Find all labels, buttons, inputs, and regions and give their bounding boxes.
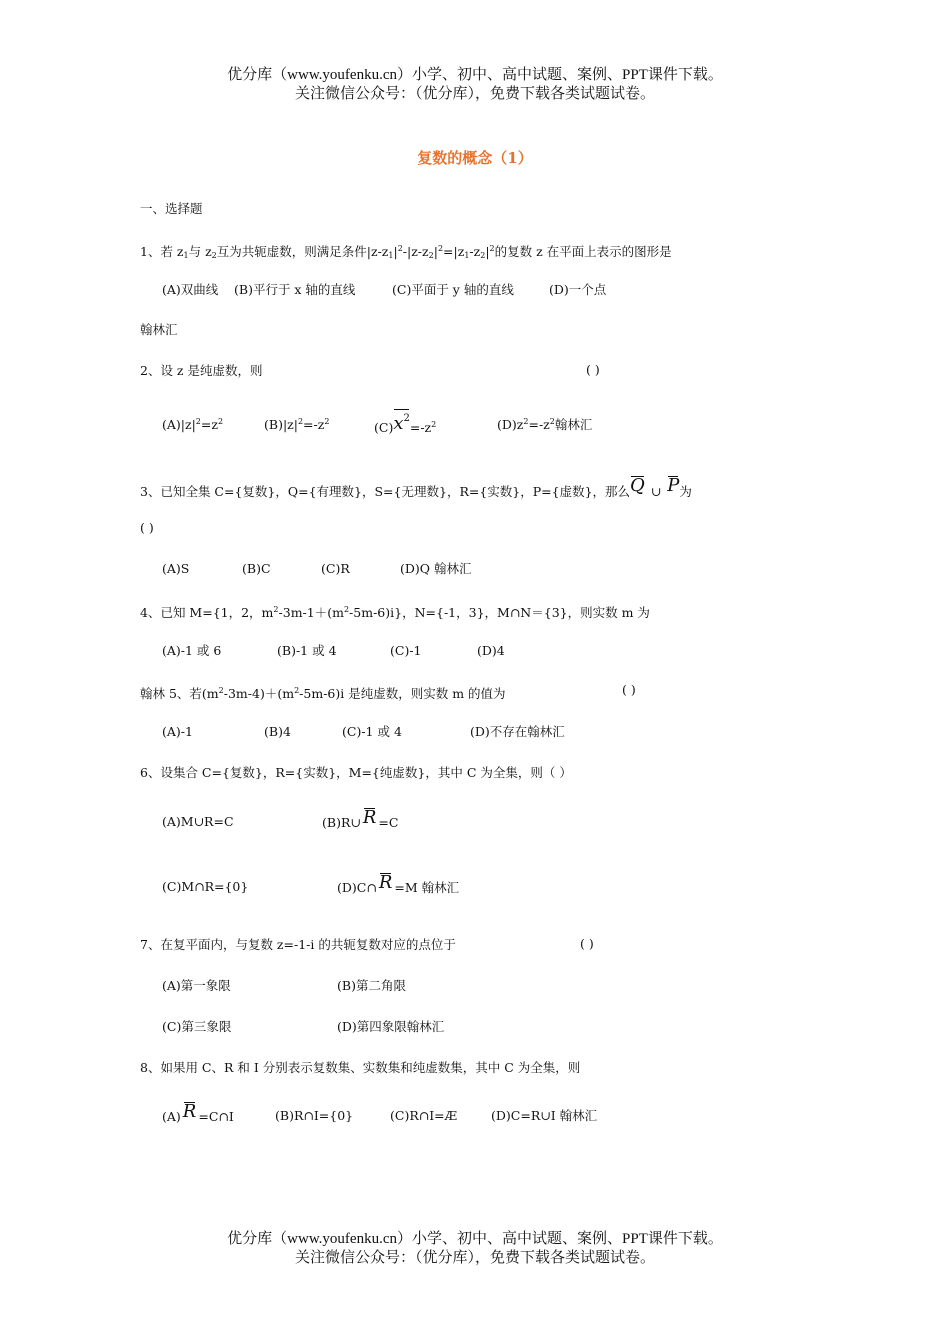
question-7: 7、在复平面内，与复数 z=-1-i 的共轭复数对应的点位于 <box>140 937 456 952</box>
page-title: 复数的概念（1） <box>417 149 533 167</box>
q3-answer-paren: ( ) <box>140 520 154 535</box>
q4-option-d: (D)4 <box>477 643 505 658</box>
q2-option-c: $(C)x^2=-z^2$ <box>374 413 436 437</box>
q8-option-d: (D)C=R∪I 翰林汇 <box>491 1108 598 1123</box>
q1-option-b: (B)平行于 x 轴的直线 <box>234 282 356 297</box>
q2-option-a: $(A)|z|^2=z^2$ <box>162 417 224 432</box>
q5-option-d: (D)不存在翰林汇 <box>470 724 565 739</box>
q5-option-a: (A)-1 <box>162 724 193 739</box>
question-4: 4、已知 M={1，2，$m^2-3m-1+(m^2-5m-6)i$}，N={-1，3}，M∩N＝{3}，则实数 m 为 <box>140 605 650 620</box>
q7-option-b: (B)第二角限 <box>337 978 406 993</box>
question-8: 8、如果用 C、R 和 I 分别表示复数集、实数集和纯虚数集，其中 C 为全集，则 <box>140 1060 581 1075</box>
q8-option-a: (A) R =C∩I <box>162 1101 234 1124</box>
r-complement: R <box>362 807 377 828</box>
q-complement: Q <box>630 475 645 496</box>
q3-option-c: (C)R <box>321 561 350 576</box>
q8-option-c: (C)R∩I=Æ <box>390 1108 458 1123</box>
q7-option-a: (A)第一象限 <box>162 978 231 993</box>
q1-option-d: (D)一个点 <box>549 282 607 297</box>
footer-banner <box>0 1230 950 1268</box>
r-complement: R <box>182 1101 197 1122</box>
question-6: 6、设集合 C={复数}，R={实数}，M={纯虚数}，其中 C 为全集，则（ ） <box>140 765 572 780</box>
question-3: 3、已知全集 C={复数}，Q={有理数}，S={无理数}，R={实数}，P={虚数}，那么Q ∪ P为 <box>140 475 692 499</box>
q8-option-b: (B)R∩I={0} <box>275 1108 354 1123</box>
q4-option-a: (A)-1 或 6 <box>162 643 222 658</box>
header-banner <box>0 66 950 104</box>
question-2: 2、设 z 是纯虚数，则 <box>140 363 263 378</box>
q5-option-b: (B)4 <box>264 724 291 739</box>
footer-line-1: 优分库（www.youfenku.cn）小学、初中、高中试题、案例、PPT课件下载。 <box>227 1231 723 1247</box>
question-1: 1、若 $z_1$与 $z_2$互为共轭虚数，则满足条件$|z-z_1|^2-|z-z_2|^2=|z_1-z_2|^2$的复数 z 在平面上表示的图形是 <box>140 244 672 260</box>
filler-text: 翰林汇 <box>140 322 178 337</box>
q2-answer-paren: ( ) <box>586 362 600 377</box>
q1-option-a: (A)双曲线 <box>162 282 219 297</box>
q5-option-c: (C)-1 或 4 <box>342 724 402 739</box>
q7-option-c: (C)第三象限 <box>162 1019 232 1034</box>
q6-option-b: (B)R∪ R =C <box>322 807 399 830</box>
header-line-2: 关注微信公众号：（优分库），免费下载各类试题试卷。 <box>294 86 655 102</box>
r-complement: R <box>378 872 393 893</box>
question-5: 翰林 5、若$(m^2-3m-4)+(m^2-5m-6)i$ 是纯虚数，则实数 m 的值为 <box>140 686 506 701</box>
section-heading: 一、选择题 <box>140 201 203 216</box>
q5-answer-paren: ( ) <box>622 682 636 697</box>
q6-option-c: (C)M∩R={0} <box>162 879 249 894</box>
q3-option-a: (A)S <box>162 561 190 576</box>
q4-option-c: (C)-1 <box>390 643 422 658</box>
footer-line-2: 关注微信公众号：（优分库），免费下载各类试题试卷。 <box>294 1250 655 1266</box>
q2-option-d: $(D)z^2=-z^2$翰林汇 <box>497 417 593 432</box>
q4-option-b: (B)-1 或 4 <box>277 643 337 658</box>
q6-option-d: (D)C∩ R =M 翰林汇 <box>337 872 460 895</box>
header-line-1: 优分库（www.youfenku.cn）小学、初中、高中试题、案例、PPT课件下载。 <box>227 67 723 83</box>
q1-option-c: (C)平面于 y 轴的直线 <box>392 282 514 297</box>
q7-answer-paren: ( ) <box>580 936 594 951</box>
q2-option-b: $(B)|z|^2=-z^2$ <box>264 417 330 432</box>
q3-option-b: (B)C <box>242 561 271 576</box>
q7-option-d: (D)第四象限翰林汇 <box>337 1019 445 1034</box>
q3-option-d: (D)Q 翰林汇 <box>400 561 472 576</box>
q6-option-a: (A)M∪R=C <box>162 814 234 829</box>
p-complement: P <box>667 475 680 496</box>
